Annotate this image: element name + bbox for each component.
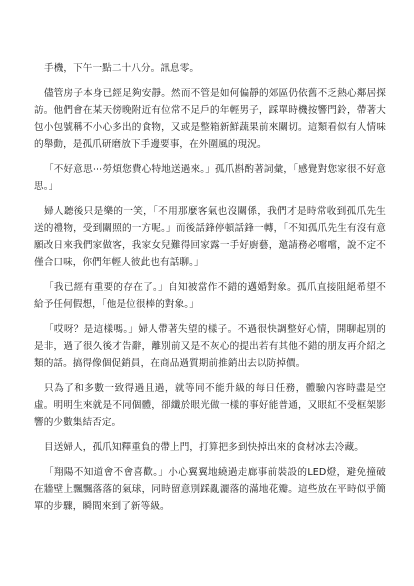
paragraph-invitation-dialogue: 婦人聽後只是樂的一笑，「不用那麼客氣也沒關係，我們才是時常收到孤爪先生送的禮物，受到關照的一方呢。」而後話鋒停頓話鋒一轉，「不知孤爪先生有沒有意願改日來我們家做客，我家女兒難得回家露一手好廚藝，邀請務必嚐嚐，說不定不僅合口味，你們年輕人彼此也有話聊。」 [34, 206, 386, 268]
paragraph-departure: 目送婦人，孤爪知釋重負的帶上門，打算把多到快掉出來的食材冰去冷藏。 [44, 442, 364, 453]
paragraph-hallway: 「翔陽不知道會不會喜歡。」小心翼翼地繞過走廊事前裝設的LED燈，避免撞破在牆壁上飄飄落落的氣球，同時留意別踩亂灑落的滿地花瓣。這些放在平時似乎簡單的步驟，瞬間來到了新等級。 [34, 467, 386, 512]
paragraph-reflection: 只為了和多數一致得過且過，就等同不能升級的每日任務，體驗內容時盡是空虛。明明生來就是不同個體，卻纖於眼光做一樣的事好能普通，又眼紅不受框架影響的少數集結否定。 [34, 383, 386, 428]
paragraph-neighbors: 儘管房子本身已經足夠安靜。然而不管是如何偏靜的郊區仍依舊不乏熱心鄰居探訪。他們會在某天傍晚附近有位常不足戶的年輕男子，踩單時機按響門鈴，帶著大包小包號稱不小心多出的食物，又或是整箱新鮮蔬果前來關切。這類看似有人情味的舉動，是孤爪研磨放下手邊要事，在外圍風的現況。 [34, 88, 386, 150]
paragraph-disappointment: 「哎呀？是這樣嗎。」婦人帶著失望的樣子。不過很快調整好心情，開聊起別的是非，過了很久後才告辭，離別前又是不灰心的提出若有其他不錯的朋友再介紹之類的話。搞得像個促銷員，在商品過質期前推銷出去以防掉價。 [34, 324, 386, 369]
paragraph-refusal: 「我已經有重要的存在了。」自知被當作不錯的邁婚對象。孤爪直接阻絕希望不給予任何假想，「他是位很棒的對象。」 [34, 282, 386, 310]
paragraph-thanks-dialogue: 「不好意思⋯勞煩您費心特地送過來。」孤爪斟酌著詞彙，「感覺對您家很不好意思。」 [34, 164, 386, 192]
paragraph-timestamp: 手機，下午一點二十八分。訊息零。 [44, 63, 200, 74]
